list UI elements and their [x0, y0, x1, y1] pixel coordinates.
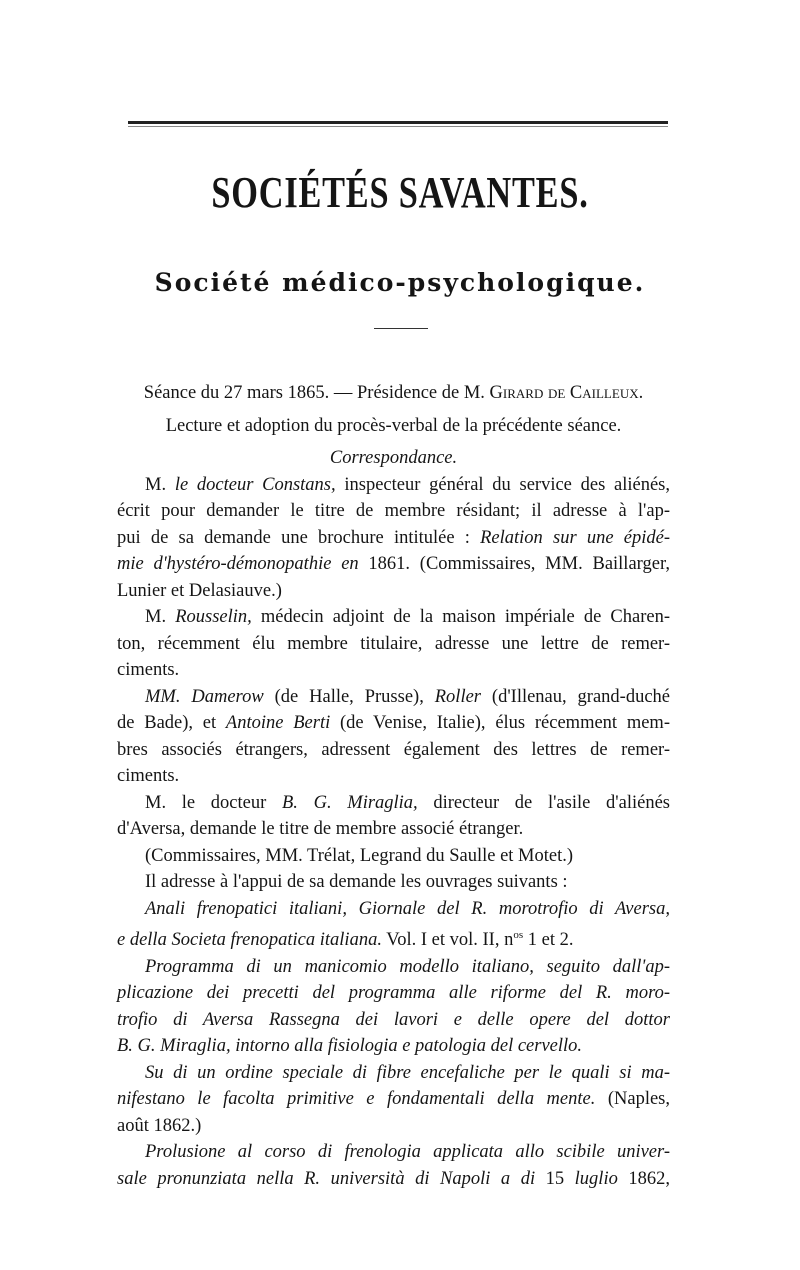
text-line: Su di un ordine speciale di fibre encefaliche per le quali si ma- [145, 1062, 670, 1083]
text-line: de Bade), et Antoine Berti (de Venise, Italie), élus récemment mem- [117, 713, 670, 733]
session-date: Séance du 27 mars 1865. — Présidence de M. [143, 383, 485, 403]
text-line: écrit pour demander le titre de membre résidant; il adresse à l'ap- [117, 501, 670, 521]
text-line: nifestano le facolta primitive e fondamentali della mente. (Naples, [117, 1089, 670, 1110]
page-title: SOCIÉTÉS SAVANTES. [211, 168, 589, 217]
text-line: août 1862.) [117, 1115, 202, 1136]
text-line: plicazione dei precetti del programma alle riforme del R. moro- [117, 983, 670, 1004]
text-line: Il adresse à l'appui de sa demande les ouvrages suivants : [145, 872, 568, 892]
text-line: (Commissaires, MM. Trélat, Legrand du Saulle et Motet.) [145, 845, 574, 866]
text-line: Anali frenopatici italiani, Giornale del R. morotrofio di Aversa, [145, 898, 670, 919]
text-line: d'Aversa, demande le titre de membre associé étranger. [117, 819, 524, 839]
text-line: ton, récemment élu membre titulaire, adresse une lettre de remer- [117, 633, 670, 654]
text-line: sale pronunziata nella R. università di Napoli a di 15 luglio 1862, [117, 1168, 670, 1189]
text-line: mie d'hystéro-démonopathie en 1861. (Commissaires, MM. Baillarger, [117, 554, 670, 574]
separator-rule [374, 328, 428, 329]
header-rule [128, 121, 668, 124]
correspondance-heading: Correspondance. [329, 448, 458, 468]
session-line [117, 380, 670, 407]
session-president: Girard de Cailleux. [489, 383, 644, 403]
text-line: Lecture et adoption du procès-verbal de la précédente séance. [165, 415, 622, 436]
text-line: Programma di un manicomio modello italiano, seguito dall'ap- [145, 956, 670, 977]
text-line: pui de sa demande une brochure intitulée : Relation sur une épidé- [117, 527, 670, 548]
text-line: M. Rousselin, médecin adjoint de la maison impériale de Charen- [145, 607, 670, 627]
text-line: Prolusione al corso di frenologia applicata allo scibile univer- [145, 1142, 670, 1163]
text-line: e della Societa frenopatica italiana. Vol. I et vol. II, $n^{os}$ 1 et 2. [117, 929, 574, 951]
text-line: trofio di Aversa Rassegna dei lavori e delle opere del dottor [117, 1009, 670, 1030]
text-line: ciments. [117, 766, 180, 786]
text-line: bres associés étrangers, adressent également des lettres de remer- [117, 739, 670, 760]
text-line: MM. Damerow (de Halle, Prusse), Roller (d'Illenau, grand-duché [145, 686, 671, 707]
text-line: M. le docteur Constans, inspecteur général du service des aliénés, [145, 474, 670, 495]
article-body [117, 380, 670, 1192]
text-line: B. G. Miraglia, intorno alla fisiologia e patologia del cervello. [117, 1036, 583, 1057]
text-line: Lunier et Delasiauve.) [117, 580, 282, 601]
text-line: ciments. [117, 660, 180, 680]
text-line: M. le docteur B. G. Miraglia, directeur de l'asile d'aliénés [145, 792, 670, 813]
section-subtitle: Société médico-psychologique. [154, 268, 646, 297]
header-rule-shadow [128, 126, 668, 127]
